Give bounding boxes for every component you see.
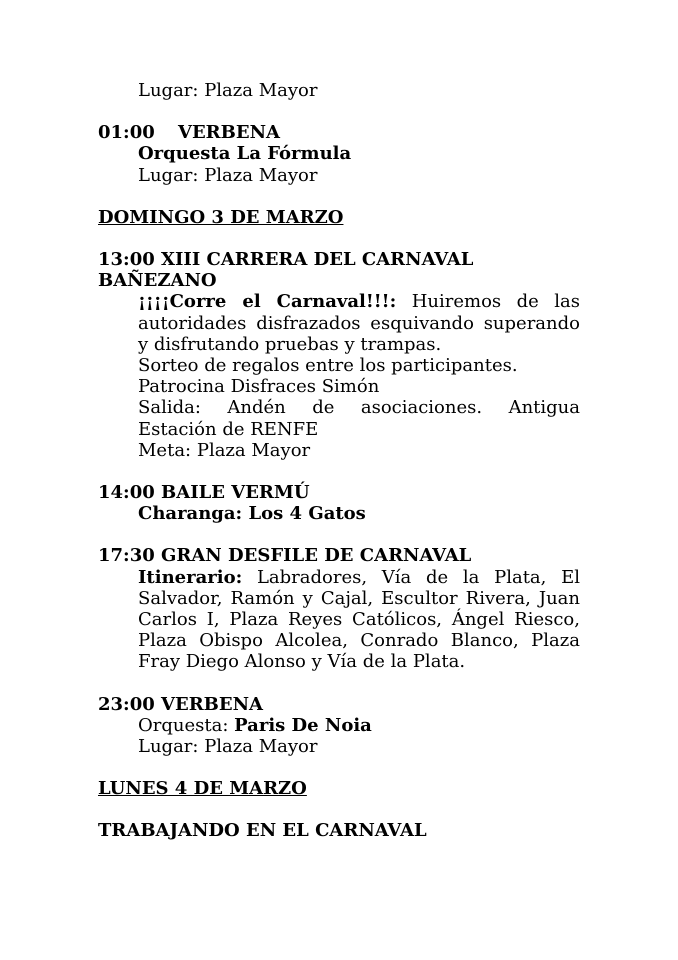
program-page [98,80,580,842]
orquesta-name: Paris De Noia [234,714,372,736]
verbena-title: VERBENA [178,122,280,144]
verbena-time: 01:00 [98,122,155,144]
lugar-line: Lugar: Plaza Mayor [138,164,318,186]
carrera-title-1: 13:00 XIII CARRERA DEL CARNAVAL [98,249,474,271]
day-heading-lunes: LUNES 4 DE MARZO [98,778,307,800]
orquesta-domingo-line [98,715,580,736]
patrocina-line: Patrocina Disfraces Simón [138,376,380,398]
meta-line: Meta: Plaza Mayor [138,439,311,461]
carrera-description [98,291,580,355]
orquesta-line: Orquesta La Fórmula [138,143,352,165]
lugar-domingo-line: Lugar: Plaza Mayor [138,736,318,758]
lugar-line: Lugar: Plaza Mayor [138,80,318,101]
itinerario-text: Labradores, Vía de la Plata, El Salvador, Ramón y Cajal, Escultor Rivera, Juan Carlos I, Plaza Reyes Católicos, Ángel Riesco, Plaza Obispo Alcolea, Conrado Blanco, Plaza Fray Diego Alonso y Vía de la Plata. [138,566,580,673]
sorteo-line: Sorteo de regalos entre los participantes. [138,355,518,377]
carrera-lead-text: Huiremos de las autoridades disfrazados esquivando superando y disfrutando pruebas y trampas. [138,291,580,355]
trabajando-heading: TRABAJANDO EN EL CARNAVAL [98,820,427,842]
charanga-line: Charanga: Los 4 Gatos [138,503,366,525]
vermu-title: 14:00 BAILE VERMÚ [98,482,310,504]
verbena-heading [98,122,580,143]
day-heading-domingo: DOMINGO 3 DE MARZO [98,206,344,228]
salida-line: Salida: Andén de asociaciones. Antigua Estación de RENFE [138,397,580,440]
itinerario-paragraph [98,567,580,673]
desfile-title: 17:30 GRAN DESFILE DE CARNAVAL [98,545,472,567]
carrera-lead: ¡¡¡¡Corre el Carnaval!!!: [138,291,397,313]
orquesta-label: Orquesta: [138,714,235,736]
carrera-title-2: BAÑEZANO [98,270,217,292]
itinerario-label: Itinerario: [138,566,243,588]
verbena-domingo-title: 23:00 VERBENA [98,693,264,715]
